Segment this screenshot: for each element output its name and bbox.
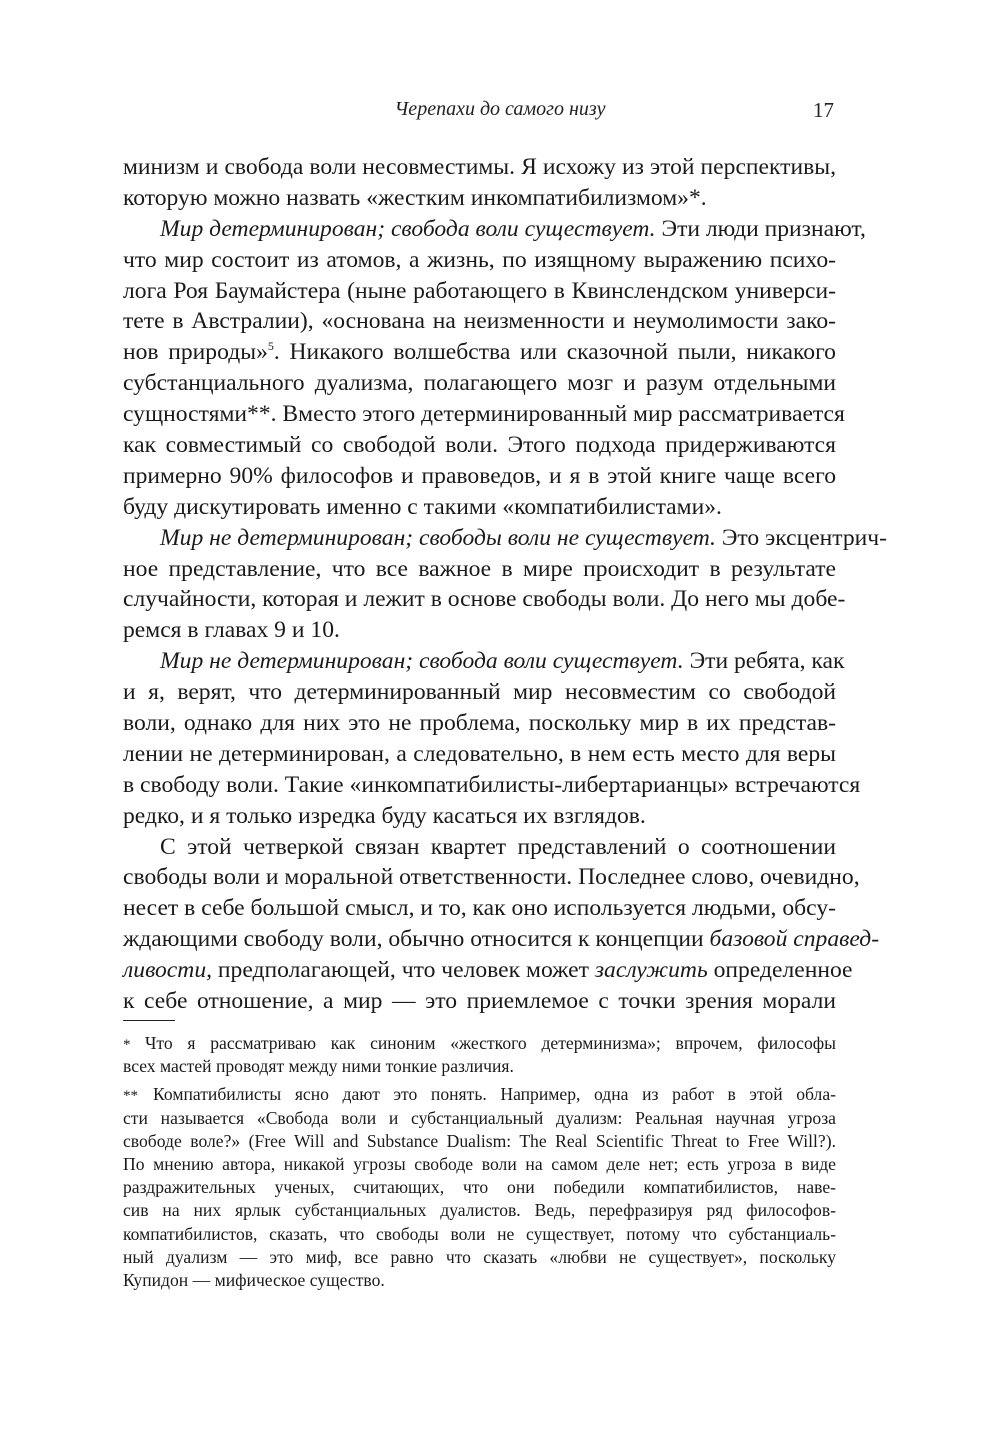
text-line: как совместимый со свободой воли. Этого подхода придерживаются [123, 432, 836, 459]
text-line: лении не детерминирован, а следовательно, в нем есть место для веры [123, 740, 836, 767]
footnote-line: Купидон — мифическое существо. [123, 1269, 385, 1290]
italic-thesis: Мир не детерминирован; свободы воли не существует. [160, 524, 716, 551]
italic-thesis: Мир не детерминирован; свобода воли существует. [160, 648, 684, 675]
text-line: ждающими свободу воли, обычно относится к концепции базовой справед- [123, 926, 880, 953]
text-line: случайности, которая и лежит в основе свободы воли. До него мы добе- [123, 586, 846, 613]
text-line: лога Роя Баумайстера (ныне работающего в Квинслендском универси- [123, 277, 836, 304]
footnote-line: всех мастей проводят между ними тонкие различия. [123, 1056, 514, 1077]
text-line: минизм и свобода воли несовместимы. Я исхожу из этой перспективы, [123, 154, 836, 180]
footnote-line: сти называется «Свобода воли и субстанциальный дуализм: Реальная научная угроза [123, 1107, 836, 1128]
text-line: редко, и я только изредка буду касаться их взглядов. [123, 802, 646, 829]
footnote-line: свободе воле?» (Free Will and Substance Dualism: The Real Scientific Threat to Free Will?). [123, 1130, 836, 1151]
text-line: ное представление, что все важное в мире происходит в результате [123, 555, 836, 582]
footnote-2 [123, 1083, 836, 1292]
paragraph-start-undetermined-free: Мир не детерминирован; свобода воли существует. Эти ребята, как [160, 648, 845, 675]
text-line: воли, однако для них это не проблема, поскольку мир в их представ- [123, 710, 836, 737]
footnote-separator [123, 1020, 175, 1021]
text-line: и я, верят, что детерминированный мир несовместим со свободой [123, 679, 836, 706]
page-number: 17 [813, 98, 834, 122]
text-line: которую можно назвать «жестким инкомпатибилизмом»*. [123, 184, 707, 211]
footnote-line: раздражительных ученых, считающих, что они победили компатибилистов, наве- [123, 1177, 836, 1198]
main-text [123, 152, 888, 1017]
paragraph-start-determined-free: Мир детерминирован; свобода воли существует. Эти люди признают, [160, 215, 866, 242]
footnote-marker: * [123, 1037, 131, 1053]
paragraph-start-quartet: С этой четверкой связан квартет представлений о соотношении [160, 833, 836, 860]
text-line: субстанциального дуализма, полагающего мозг и разум отдельными [123, 370, 836, 397]
footnote-line: * Что я рассматриваю как синоним «жесткого детерминизма»; впрочем, философы [123, 1032, 836, 1055]
footnote-line: сив на них ярлык субстанциальных дуалистов. Ведь, перефразируя ряд философов- [123, 1200, 836, 1221]
italic-thesis: Мир детерминирован; свобода воли существует. [160, 215, 656, 242]
text-line: что мир состоит из атомов, а жизнь, по изящному выражению психо- [123, 246, 836, 273]
text-line: нов природы»$^5$. Никакого волшебства или сказочной пыли, никакого [123, 339, 836, 366]
text-line: сущностями**. Вместо этого детерминированный мир рассматривается [123, 401, 845, 428]
footnote-line: ** Компатибилисты ясно дают это понять. Например, одна из работ в этой обла- [123, 1083, 836, 1106]
italic-term: заслужить [594, 957, 708, 984]
paragraph-start-undetermined-unfree: Мир не детерминирован; свободы воли не существует. Это эксцентрич- [160, 524, 888, 551]
italic-term: ливости, [123, 957, 213, 984]
text-line: в свободу воли. Такие «инкомпатибилисты-либертарианцы» встречаются [123, 771, 861, 798]
footnote-line: ный дуализм — это миф, все равно что сказать «любви не существует», поскольку [123, 1246, 836, 1267]
footnote-line: компатибилистов, сказать, что свободы воли не существует, потому что субстанциаль- [123, 1223, 836, 1244]
text-line: буду дискутировать именно с такими «компатибилистами». [123, 493, 722, 520]
footnote-line: По мнению автора, никакой угрозы свободе воли на самом деле нет; есть угроза в виде [123, 1153, 836, 1174]
footnote-1 [123, 1032, 836, 1078]
endnote-ref[interactable]: 5 [267, 339, 274, 354]
italic-term: базовой справед- [709, 926, 880, 953]
footnote-marker: ** [123, 1088, 138, 1105]
text-line: свободы воли и моральной ответственности. Последнее слово, очевидно, [123, 864, 860, 891]
running-title: Черепахи до самого низу [394, 98, 606, 120]
text-line: ливости, предполагающей, что человек может заслужить определенное [123, 957, 853, 984]
text-line: ремся в главах 9 и 10. [123, 617, 340, 644]
text-line: примерно 90% философов и правоведов, и я в этой книге чаще всего [123, 462, 836, 489]
text-line: несет в себе большой смысл, и то, как оно используется людьми, обсу- [123, 895, 836, 922]
text-line: к себе отношение, а мир — это приемлемое с точки зрения морали [123, 988, 836, 1015]
footnotes [123, 1032, 836, 1297]
text-line: тете в Австралии), «основана на неизменности и неумолимости зако- [123, 308, 836, 335]
